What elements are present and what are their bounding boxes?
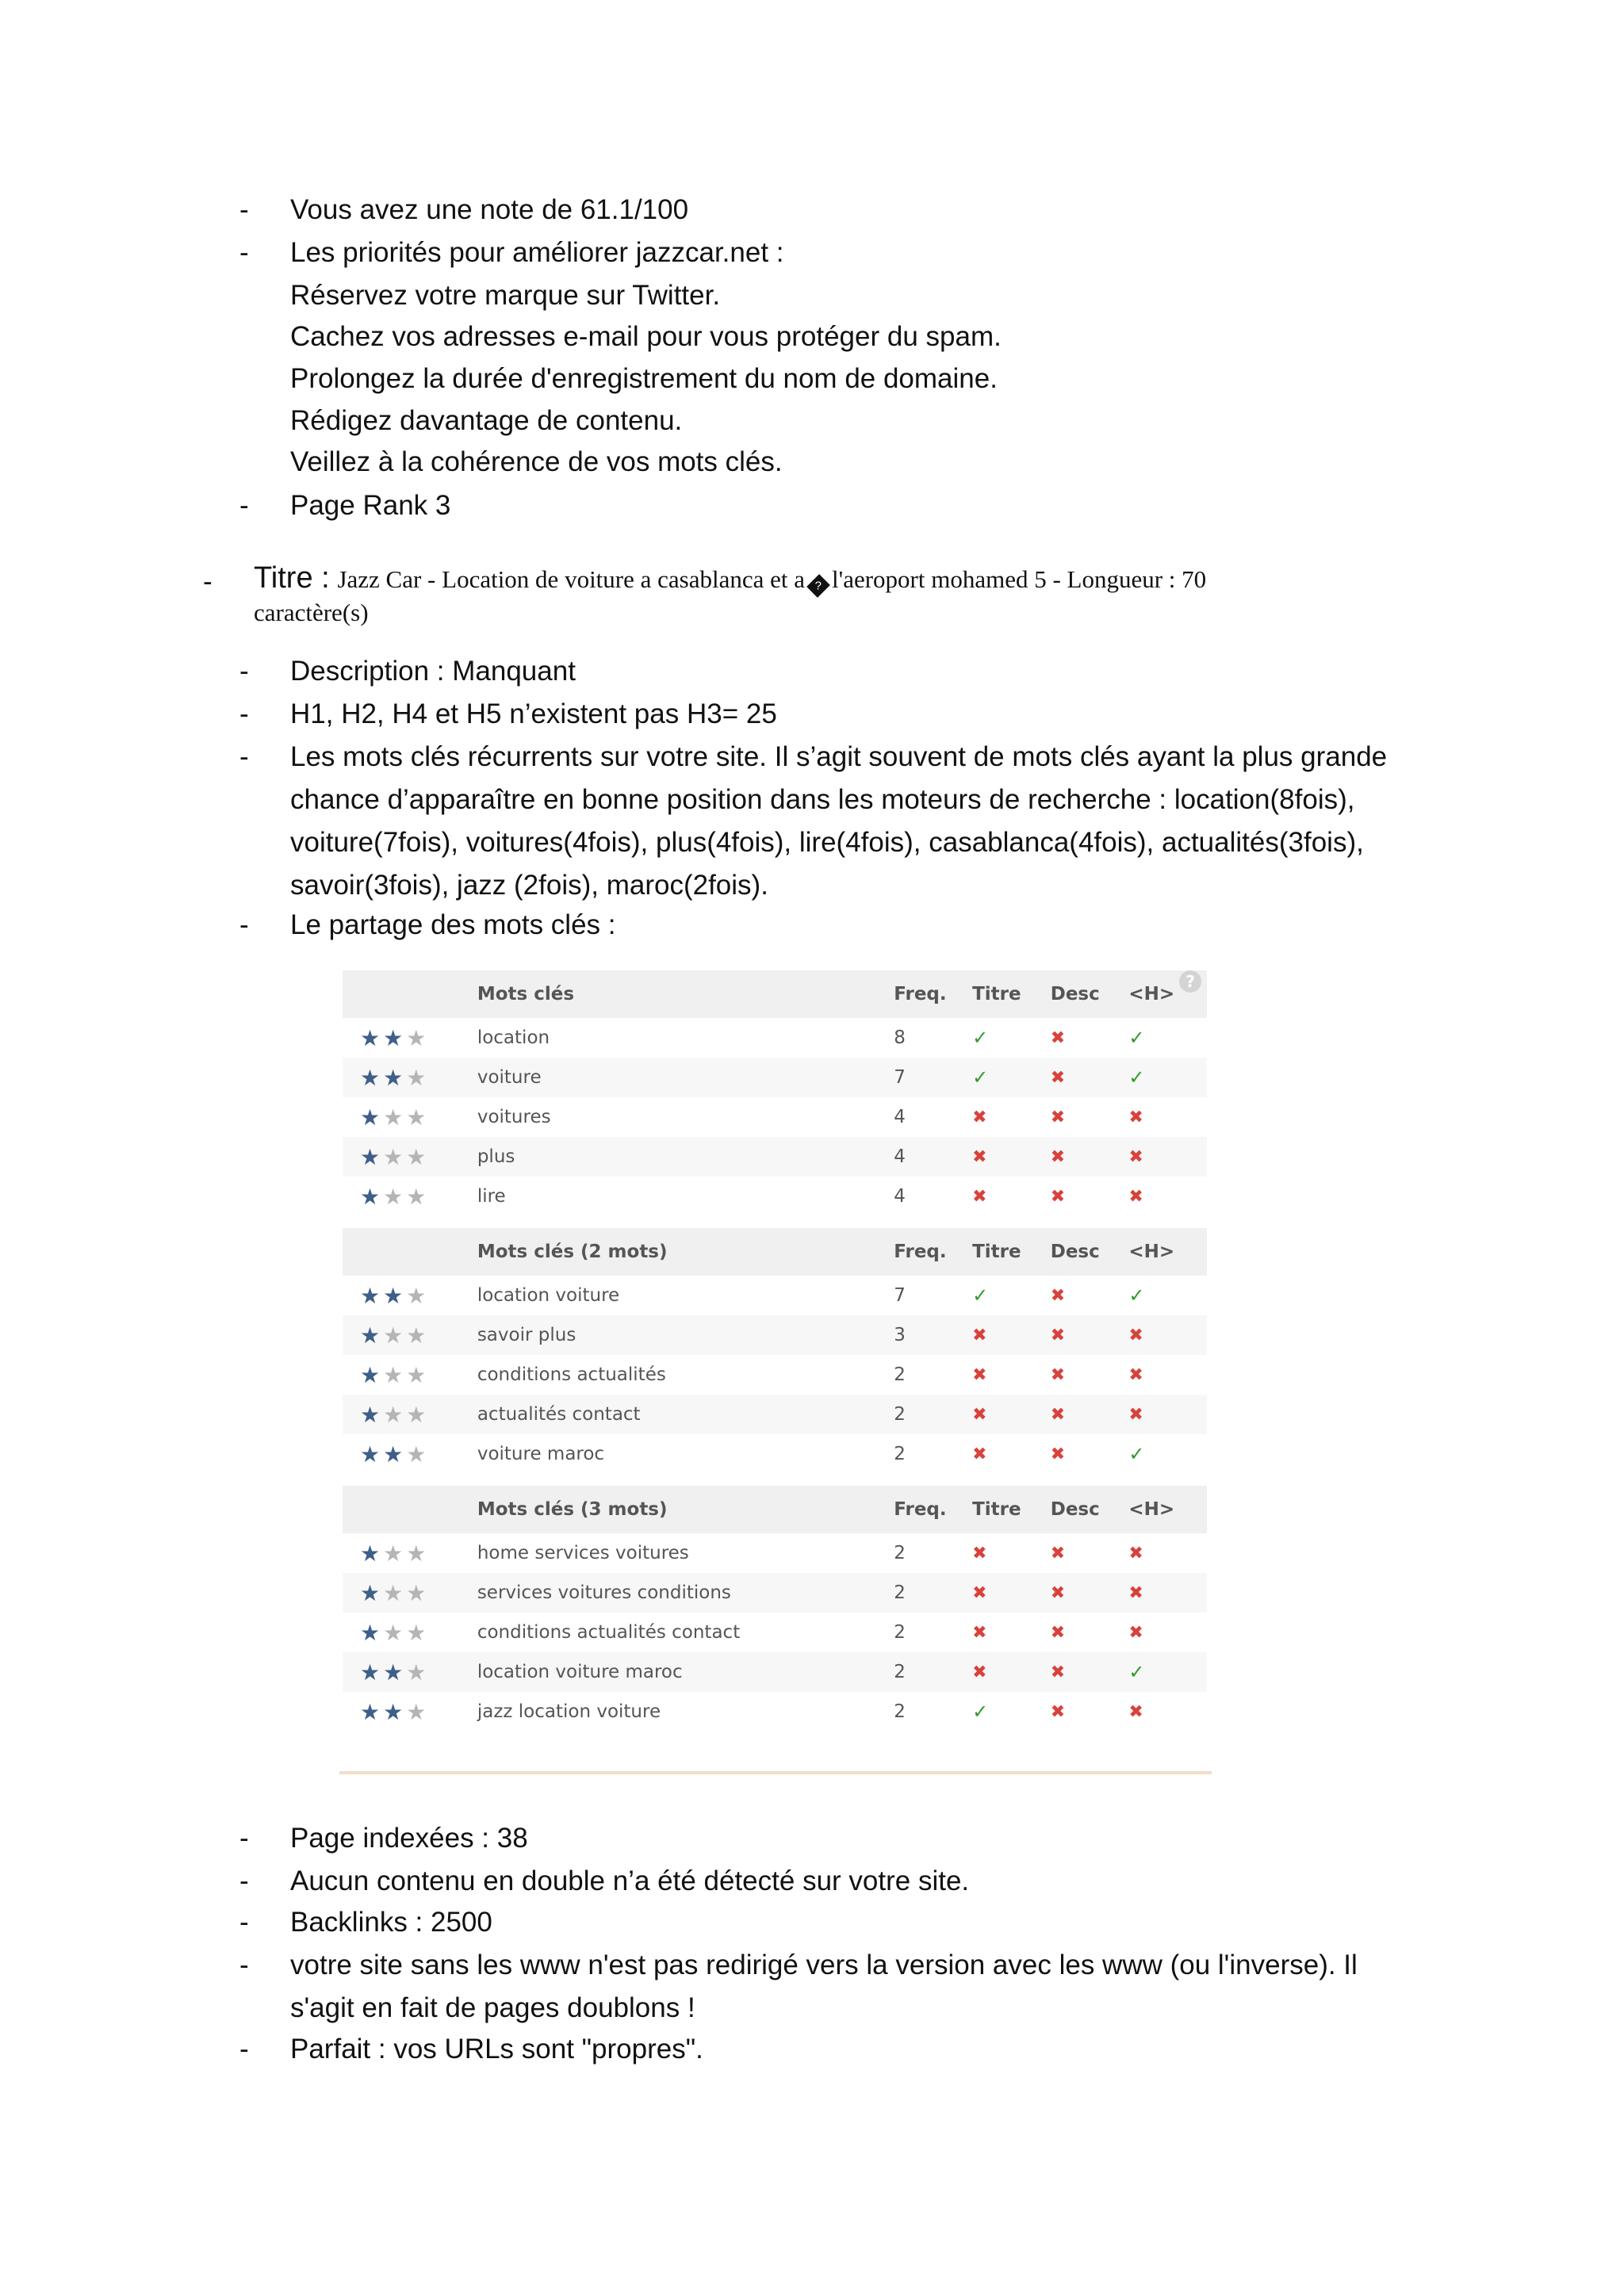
freq-cell: 7 (894, 1285, 906, 1306)
header-titre: Titre (972, 1228, 1051, 1276)
desc-cell (1051, 1613, 1129, 1652)
header-desc: Desc (1051, 1228, 1129, 1276)
freq-cell: 2 (894, 1543, 906, 1563)
indexed-pages-line: Page indexées : 38 (290, 1823, 528, 1854)
keyword-cell: home services voitures (477, 1543, 689, 1563)
star-icon: ★ (406, 1579, 427, 1606)
keyword-cell: plus (477, 1137, 894, 1177)
keyword-tables (343, 970, 1208, 1770)
titre-cell (972, 1355, 1051, 1395)
table-gap (343, 1474, 1207, 1486)
duplicate-content-line: Aucun contenu en double n’a été détecté sur votre site. (290, 1866, 970, 1896)
star-icon: ★ (383, 1322, 404, 1349)
table-row (343, 1613, 1207, 1652)
desc-cell (1051, 1177, 1129, 1216)
table-row (343, 1315, 1207, 1355)
freq-cell: 4 (894, 1137, 972, 1177)
titre-cell (972, 1137, 1051, 1177)
table-row (343, 1137, 1207, 1177)
table-row (343, 1177, 1207, 1216)
headings-line: H1, H2, H4 et H5 n’existent pas H3= 25 (290, 698, 777, 729)
rating-stars (343, 1652, 477, 1692)
star-icon: ★ (406, 1183, 427, 1210)
check-icon: ✓ (972, 1701, 989, 1723)
priority-item: Rédigez davantage de contenu. (290, 405, 683, 436)
cross-icon: ✖ (972, 1187, 987, 1207)
keyword-cell: lire (477, 1186, 506, 1207)
star-icon: ★ (383, 1441, 404, 1468)
table-row (343, 1018, 1207, 1058)
header-empty (343, 1486, 477, 1533)
h-cell (1128, 1652, 1207, 1692)
titre-cell (972, 1533, 1051, 1573)
keyword-cell: location voiture (477, 1285, 620, 1306)
titre-cell (972, 1613, 1051, 1652)
check-icon: ✓ (972, 1284, 989, 1307)
desc-cell (1051, 1355, 1129, 1395)
titre-cell (972, 1395, 1051, 1434)
cross-icon: ✖ (1050, 1445, 1066, 1464)
header-h: <H> (1128, 1486, 1207, 1533)
desc-cell (1051, 1018, 1129, 1058)
h-cell (1128, 1315, 1207, 1355)
titre-cell (972, 1315, 1051, 1355)
keyword-cell: voitures (477, 1107, 551, 1127)
star-icon: ★ (360, 1619, 381, 1646)
rating-stars (343, 1177, 477, 1216)
cross-icon: ✖ (972, 1663, 987, 1682)
star-icon: ★ (360, 1183, 381, 1210)
desc-cell (1051, 1058, 1129, 1097)
star-icon: ★ (360, 1064, 381, 1091)
header-keywords: Mots clés (2 mots) (477, 1228, 894, 1276)
table-row (343, 1573, 1207, 1613)
cross-icon: ✖ (1050, 1623, 1066, 1643)
rating-stars (343, 1434, 477, 1474)
titre-cell (972, 1652, 1051, 1692)
keyword-cell: voiture (477, 1058, 894, 1097)
h-cell (1128, 1613, 1207, 1652)
table-bottom-rule (339, 1771, 1212, 1774)
freq-cell: 2 (894, 1622, 906, 1643)
title-line (254, 560, 1206, 598)
star-icon: ★ (383, 1540, 404, 1567)
keyword-cell: location (477, 1027, 550, 1048)
star-icon: ★ (406, 1361, 427, 1388)
star-icon: ★ (360, 1104, 381, 1131)
freq-cell: 2 (894, 1573, 972, 1613)
rating-stars (343, 1355, 477, 1395)
desc-cell (1051, 1276, 1129, 1315)
star-icon: ★ (383, 1579, 404, 1606)
header-titre: Titre (972, 1486, 1051, 1533)
header-freq: Freq. (894, 1486, 972, 1533)
rating-stars (343, 1058, 477, 1097)
star-icon: ★ (360, 1401, 381, 1428)
header-empty (343, 970, 477, 1018)
h-cell (1128, 1177, 1207, 1216)
check-icon: ✓ (972, 1066, 989, 1089)
star-icon: ★ (383, 1183, 404, 1210)
star-icon: ★ (360, 1024, 381, 1051)
cross-icon: ✖ (1050, 1068, 1066, 1088)
cross-icon: ✖ (972, 1108, 987, 1127)
rating-stars (343, 1018, 477, 1058)
help-icon[interactable]: ? (1179, 970, 1201, 993)
cross-icon: ✖ (1050, 1187, 1066, 1207)
cross-icon: ✖ (1128, 1147, 1143, 1167)
bullet-dash: - (239, 1907, 249, 1938)
replacement-char-icon: ? (806, 574, 830, 598)
star-icon: ★ (360, 1540, 381, 1567)
keywords-paragraph: Les mots clés récurrents sur votre site. Il s’agit souvent de mots clés ayant la plus grande chance d’apparaître en bonne position dans les moteurs de recherche : location(8fois), voiture(7fois), voitures(4fois), plus(4fois), lire(4fois), casablanca(4fois), actualités(3fois), savoir(3fois), jazz (2fois), maroc(2fois). (290, 741, 1388, 901)
desc-cell (1051, 1315, 1129, 1355)
priority-item: Veillez à la cohérence de vos mots clés. (290, 446, 783, 477)
header-h (1128, 970, 1207, 1018)
star-icon: ★ (383, 1659, 404, 1686)
rating-stars (343, 1692, 477, 1732)
header-desc: Desc (1051, 1486, 1129, 1533)
freq-cell: 2 (894, 1701, 906, 1722)
header-h: <H> (1128, 1228, 1207, 1276)
cross-icon: ✖ (1050, 1108, 1066, 1127)
table-header-row (343, 1228, 1207, 1276)
desc-cell (1051, 1097, 1129, 1137)
rating-stars (343, 1573, 477, 1613)
h-cell (1128, 1395, 1207, 1434)
cross-icon: ✖ (1128, 1702, 1143, 1722)
table-header-row (343, 970, 1207, 1018)
cross-icon: ✖ (1050, 1365, 1066, 1385)
cross-icon: ✖ (1050, 1544, 1066, 1563)
star-icon: ★ (383, 1361, 404, 1388)
star-icon: ★ (360, 1282, 381, 1309)
rating-stars (343, 1395, 477, 1434)
keyword-cell: conditions actualités (477, 1364, 666, 1385)
cross-icon: ✖ (972, 1365, 987, 1385)
keyword-share-heading: Le partage des mots clés : (290, 909, 616, 940)
keyword-cell: voiture maroc (477, 1444, 605, 1464)
cross-icon: ✖ (1050, 1326, 1066, 1345)
cross-icon: ✖ (1128, 1108, 1143, 1127)
keyword-cell: services voitures conditions (477, 1573, 894, 1613)
freq-cell: 2 (894, 1395, 972, 1434)
rating-stars (343, 1097, 477, 1137)
note-line: Vous avez une note de 61.1/100 (290, 194, 689, 225)
table-row (343, 1058, 1207, 1097)
table-row (343, 1097, 1207, 1137)
keyword-table (343, 970, 1207, 1732)
desc-cell (1051, 1434, 1129, 1474)
h-cell (1128, 1097, 1207, 1137)
rating-stars (343, 1533, 477, 1573)
cross-icon: ✖ (972, 1405, 987, 1425)
star-icon: ★ (406, 1698, 427, 1725)
bullet-dash: - (239, 1866, 249, 1896)
h-cell (1128, 1058, 1207, 1097)
star-icon: ★ (406, 1619, 427, 1646)
cross-icon: ✖ (1128, 1583, 1143, 1603)
h-cell (1128, 1692, 1207, 1732)
h-cell (1128, 1137, 1207, 1177)
header-freq: Freq. (894, 970, 972, 1018)
star-icon: ★ (406, 1064, 427, 1091)
cross-icon: ✖ (1050, 1702, 1066, 1722)
table-row (343, 1276, 1207, 1315)
table-gap (343, 1216, 1207, 1228)
star-icon: ★ (406, 1441, 427, 1468)
header-empty (343, 1228, 477, 1276)
star-icon: ★ (406, 1322, 427, 1349)
star-icon: ★ (360, 1361, 381, 1388)
h-cell (1128, 1434, 1207, 1474)
star-icon: ★ (360, 1659, 381, 1686)
freq-cell: 2 (894, 1364, 906, 1385)
titre-cell (972, 1573, 1051, 1613)
freq-cell: 7 (894, 1058, 972, 1097)
titre-cell (972, 1097, 1051, 1137)
cross-icon: ✖ (1050, 1405, 1066, 1425)
h-cell (1128, 1018, 1207, 1058)
check-icon: ✓ (1128, 1284, 1145, 1307)
priorities-heading: Les priorités pour améliorer jazzcar.net : (290, 237, 784, 268)
cross-icon: ✖ (972, 1326, 987, 1345)
description-line: Description : Manquant (290, 656, 576, 687)
bullet-dash: - (239, 909, 249, 940)
star-icon: ★ (383, 1619, 404, 1646)
star-icon: ★ (406, 1659, 427, 1686)
desc-cell (1051, 1573, 1129, 1613)
bullet-dash: - (203, 566, 213, 597)
keyword-cell: actualités contact (477, 1395, 894, 1434)
keyword-cell: savoir plus (477, 1315, 894, 1355)
rating-stars (343, 1315, 477, 1355)
cross-icon: ✖ (1050, 1286, 1066, 1306)
title-value-cont: l'aeroport mohamed 5 - Longueur : 70 (832, 565, 1207, 593)
table-row (343, 1434, 1207, 1474)
cross-icon: ✖ (972, 1583, 987, 1603)
cross-icon: ✖ (1128, 1187, 1143, 1207)
star-icon: ★ (383, 1064, 404, 1091)
bullet-dash: - (239, 698, 249, 729)
keyword-cell: conditions actualités contact (477, 1622, 741, 1643)
check-icon: ✓ (1128, 1661, 1145, 1683)
table-header-row (343, 1486, 1207, 1533)
bullet-dash: - (239, 490, 249, 521)
star-icon: ★ (406, 1104, 427, 1131)
backlinks-line: Backlinks : 2500 (290, 1907, 492, 1938)
h-cell (1128, 1573, 1207, 1613)
cross-icon: ✖ (1128, 1544, 1143, 1563)
freq-cell: 2 (894, 1444, 906, 1464)
rating-stars (343, 1613, 477, 1652)
titre-cell (972, 1692, 1051, 1732)
titre-cell (972, 1276, 1051, 1315)
cross-icon: ✖ (972, 1147, 987, 1167)
cross-icon: ✖ (972, 1445, 987, 1464)
star-icon: ★ (360, 1579, 381, 1606)
cross-icon: ✖ (1050, 1147, 1066, 1167)
star-icon: ★ (406, 1540, 427, 1567)
star-icon: ★ (406, 1024, 427, 1051)
star-icon: ★ (383, 1024, 404, 1051)
cross-icon: ✖ (1128, 1405, 1143, 1425)
cross-icon: ✖ (1050, 1663, 1066, 1682)
star-icon: ★ (360, 1441, 381, 1468)
keyword-cell: location voiture maroc (477, 1652, 894, 1692)
priority-item: Cachez vos adresses e-mail pour vous protéger du spam. (290, 321, 1002, 352)
page-rank-line: Page Rank 3 (290, 490, 451, 521)
header-keywords: Mots clés (477, 970, 894, 1018)
bullet-dash: - (239, 194, 249, 225)
star-icon: ★ (406, 1282, 427, 1309)
table-row (343, 1355, 1207, 1395)
desc-cell (1051, 1395, 1129, 1434)
header-h-label: <H> (1128, 984, 1175, 1004)
bullet-dash: - (239, 1950, 249, 1980)
bullet-dash: - (239, 1823, 249, 1854)
table-row (343, 1395, 1207, 1434)
rating-stars (343, 1276, 477, 1315)
cross-icon: ✖ (1050, 1028, 1066, 1048)
titre-cell (972, 1177, 1051, 1216)
star-icon: ★ (406, 1143, 427, 1170)
star-icon: ★ (383, 1401, 404, 1428)
cross-icon: ✖ (1128, 1623, 1143, 1643)
cross-icon: ✖ (1128, 1365, 1143, 1385)
star-icon: ★ (383, 1282, 404, 1309)
keyword-cell: jazz location voiture (477, 1701, 661, 1722)
check-icon: ✓ (1128, 1443, 1145, 1465)
freq-cell: 4 (894, 1186, 906, 1207)
header-keywords: Mots clés (3 mots) (477, 1486, 894, 1533)
star-icon: ★ (383, 1104, 404, 1131)
star-icon: ★ (406, 1401, 427, 1428)
freq-cell: 3 (894, 1315, 972, 1355)
cross-icon: ✖ (972, 1623, 987, 1643)
desc-cell (1051, 1533, 1129, 1573)
cross-icon: ✖ (1128, 1326, 1143, 1345)
www-redirect-line: votre site sans les www n'est pas redirigé vers la version avec les www (ou l'inverse). Il s'agit en fait de pages doublons ! (290, 1950, 1358, 2023)
table-row (343, 1692, 1207, 1732)
check-icon: ✓ (1128, 1027, 1145, 1049)
titre-cell (972, 1018, 1051, 1058)
star-icon: ★ (383, 1698, 404, 1725)
star-icon: ★ (383, 1143, 404, 1170)
header-freq: Freq. (894, 1228, 972, 1276)
title-value: Jazz Car - Location de voiture a casablanca et a (337, 565, 805, 593)
header-titre: Titre (972, 970, 1051, 1018)
table-row (343, 1652, 1207, 1692)
clean-urls-line: Parfait : vos URLs sont "propres". (290, 2034, 703, 2064)
desc-cell (1051, 1692, 1129, 1732)
title-value-wrap: caractère(s) (254, 599, 369, 626)
bullet-dash: - (239, 656, 249, 687)
rating-stars (343, 1137, 477, 1177)
star-icon: ★ (360, 1698, 381, 1725)
freq-cell: 2 (894, 1652, 972, 1692)
star-icon: ★ (360, 1143, 381, 1170)
cross-icon: ✖ (1050, 1583, 1066, 1603)
check-icon: ✓ (972, 1027, 989, 1049)
cross-icon: ✖ (972, 1544, 987, 1563)
table-row (343, 1533, 1207, 1573)
titre-cell (972, 1058, 1051, 1097)
check-icon: ✓ (1128, 1066, 1145, 1089)
h-cell (1128, 1355, 1207, 1395)
freq-cell: 8 (894, 1027, 906, 1048)
bullet-dash: - (239, 2034, 249, 2064)
title-label: Titre : (254, 561, 330, 595)
bullet-dash: - (239, 237, 249, 268)
desc-cell (1051, 1652, 1129, 1692)
desc-cell (1051, 1137, 1129, 1177)
titre-cell (972, 1434, 1051, 1474)
h-cell (1128, 1533, 1207, 1573)
star-icon: ★ (360, 1322, 381, 1349)
bullet-dash: - (239, 741, 249, 772)
header-desc: Desc (1051, 970, 1129, 1018)
freq-cell: 4 (894, 1107, 906, 1127)
priority-item: Prolongez la durée d'enregistrement du nom de domaine. (290, 363, 998, 394)
priority-item: Réservez votre marque sur Twitter. (290, 280, 721, 311)
h-cell (1128, 1276, 1207, 1315)
